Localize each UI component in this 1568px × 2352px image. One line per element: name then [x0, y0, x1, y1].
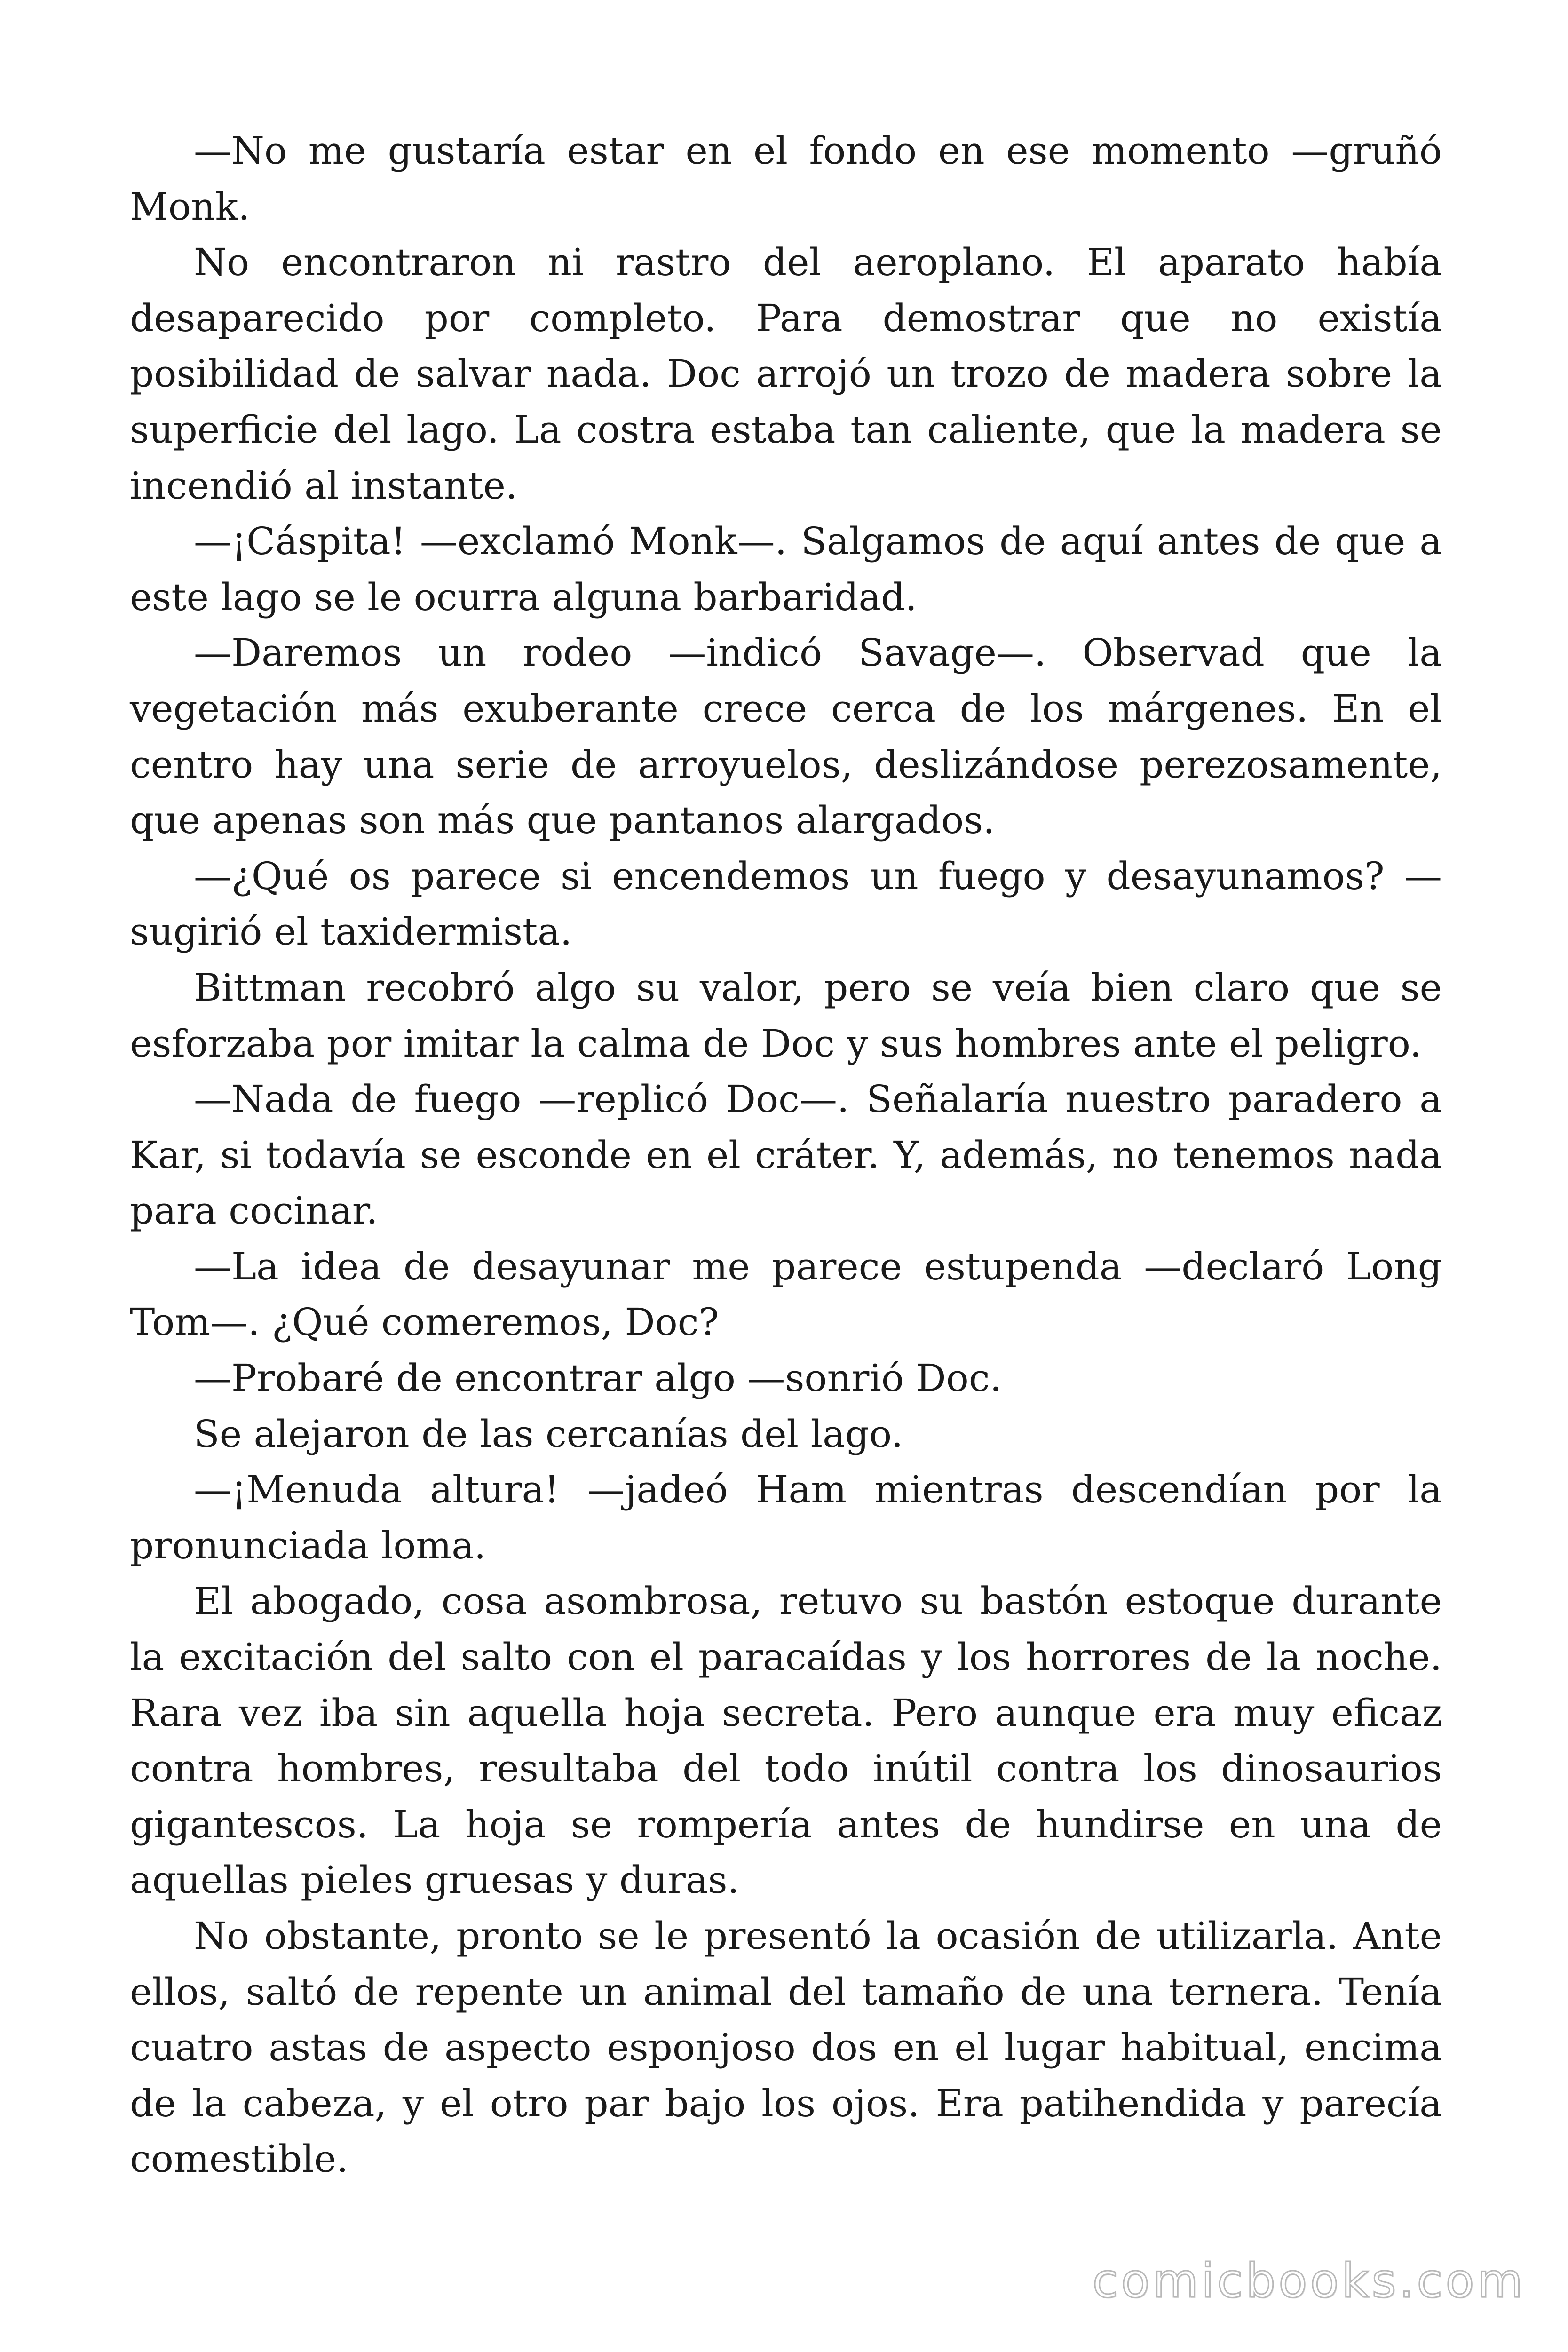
paragraph: Bittman recobró algo su valor, pero se veía bien claro que se esforzaba por imitar la calma de Doc y sus hombres ante el peligro.	[130, 965, 1442, 1065]
paragraph: —No me gustaría estar en el fondo en ese momento —gruñó Monk.	[130, 129, 1442, 229]
paragraph: —¿Qué os parece si encendemos un fuego y desayunamos? —sugirió el taxidermista.	[130, 854, 1442, 954]
watermark: comicbooks.com	[1092, 2253, 1526, 2308]
paragraph: El abogado, cosa asombrosa, retuvo su bastón estoque durante la excitación del salto con el paracaídas y los horrores de la noche. Rara vez iba sin aquella hoja secreta. Pero aunque era muy eficaz contra hombres, resultaba del todo inútil contra los dinosaurios gigantescos. La hoja se rompería antes de hundirse en una de aquellas pieles gruesas y duras.	[130, 1579, 1442, 1902]
paragraph: No encontraron ni rastro del aeroplano. El aparato había desaparecido por completo. Para demostrar que no existía posibilidad de salvar nada. Doc arrojó un trozo de madera sobre la superficie del lago. La costra estaba tan caliente, que la madera se incendió al instante.	[130, 240, 1442, 508]
paragraph: —Probaré de encontrar algo —sonrió Doc.	[194, 1356, 1002, 1400]
paragraph: —Daremos un rodeo —indicó Savage—. Observad que la vegetación más exuberante crece cerca de los márgenes. En el centro hay una serie de arroyuelos, deslizándose perezosamente, que apenas son más que pantanos alargados.	[130, 631, 1442, 842]
paragraph: —La idea de desayunar me parece estupenda —declaró Long Tom—. ¿Qué comeremos, Doc?	[130, 1244, 1442, 1344]
paragraph: Se alejaron de las cercanías del lago.	[194, 1412, 903, 1456]
paragraph: —Nada de fuego —replicó Doc—. Señalaría nuestro paradero a Kar, si todavía se esconde en el cráter. Y, además, no tenemos nada para cocinar.	[130, 1077, 1442, 1233]
paragraph: —¡Menuda altura! —jadeó Ham mientras descendían por la pronunciada loma.	[130, 1468, 1442, 1567]
paragraph: —¡Cáspita! —exclamó Monk—. Salgamos de aquí antes de que a este lago se le ocurra alguna barbaridad.	[130, 519, 1442, 619]
paragraph: No obstante, pronto se le presentó la ocasión de utilizarla. Ante ellos, saltó de repente un animal del tamaño de una ternera. Tenía cuatro astas de aspecto esponjoso dos en el lugar habitual, encima de la cabeza, y el otro par bajo los ojos. Era patihendida y parecía comestible.	[130, 1914, 1442, 2181]
page-body	[130, 123, 1442, 2187]
